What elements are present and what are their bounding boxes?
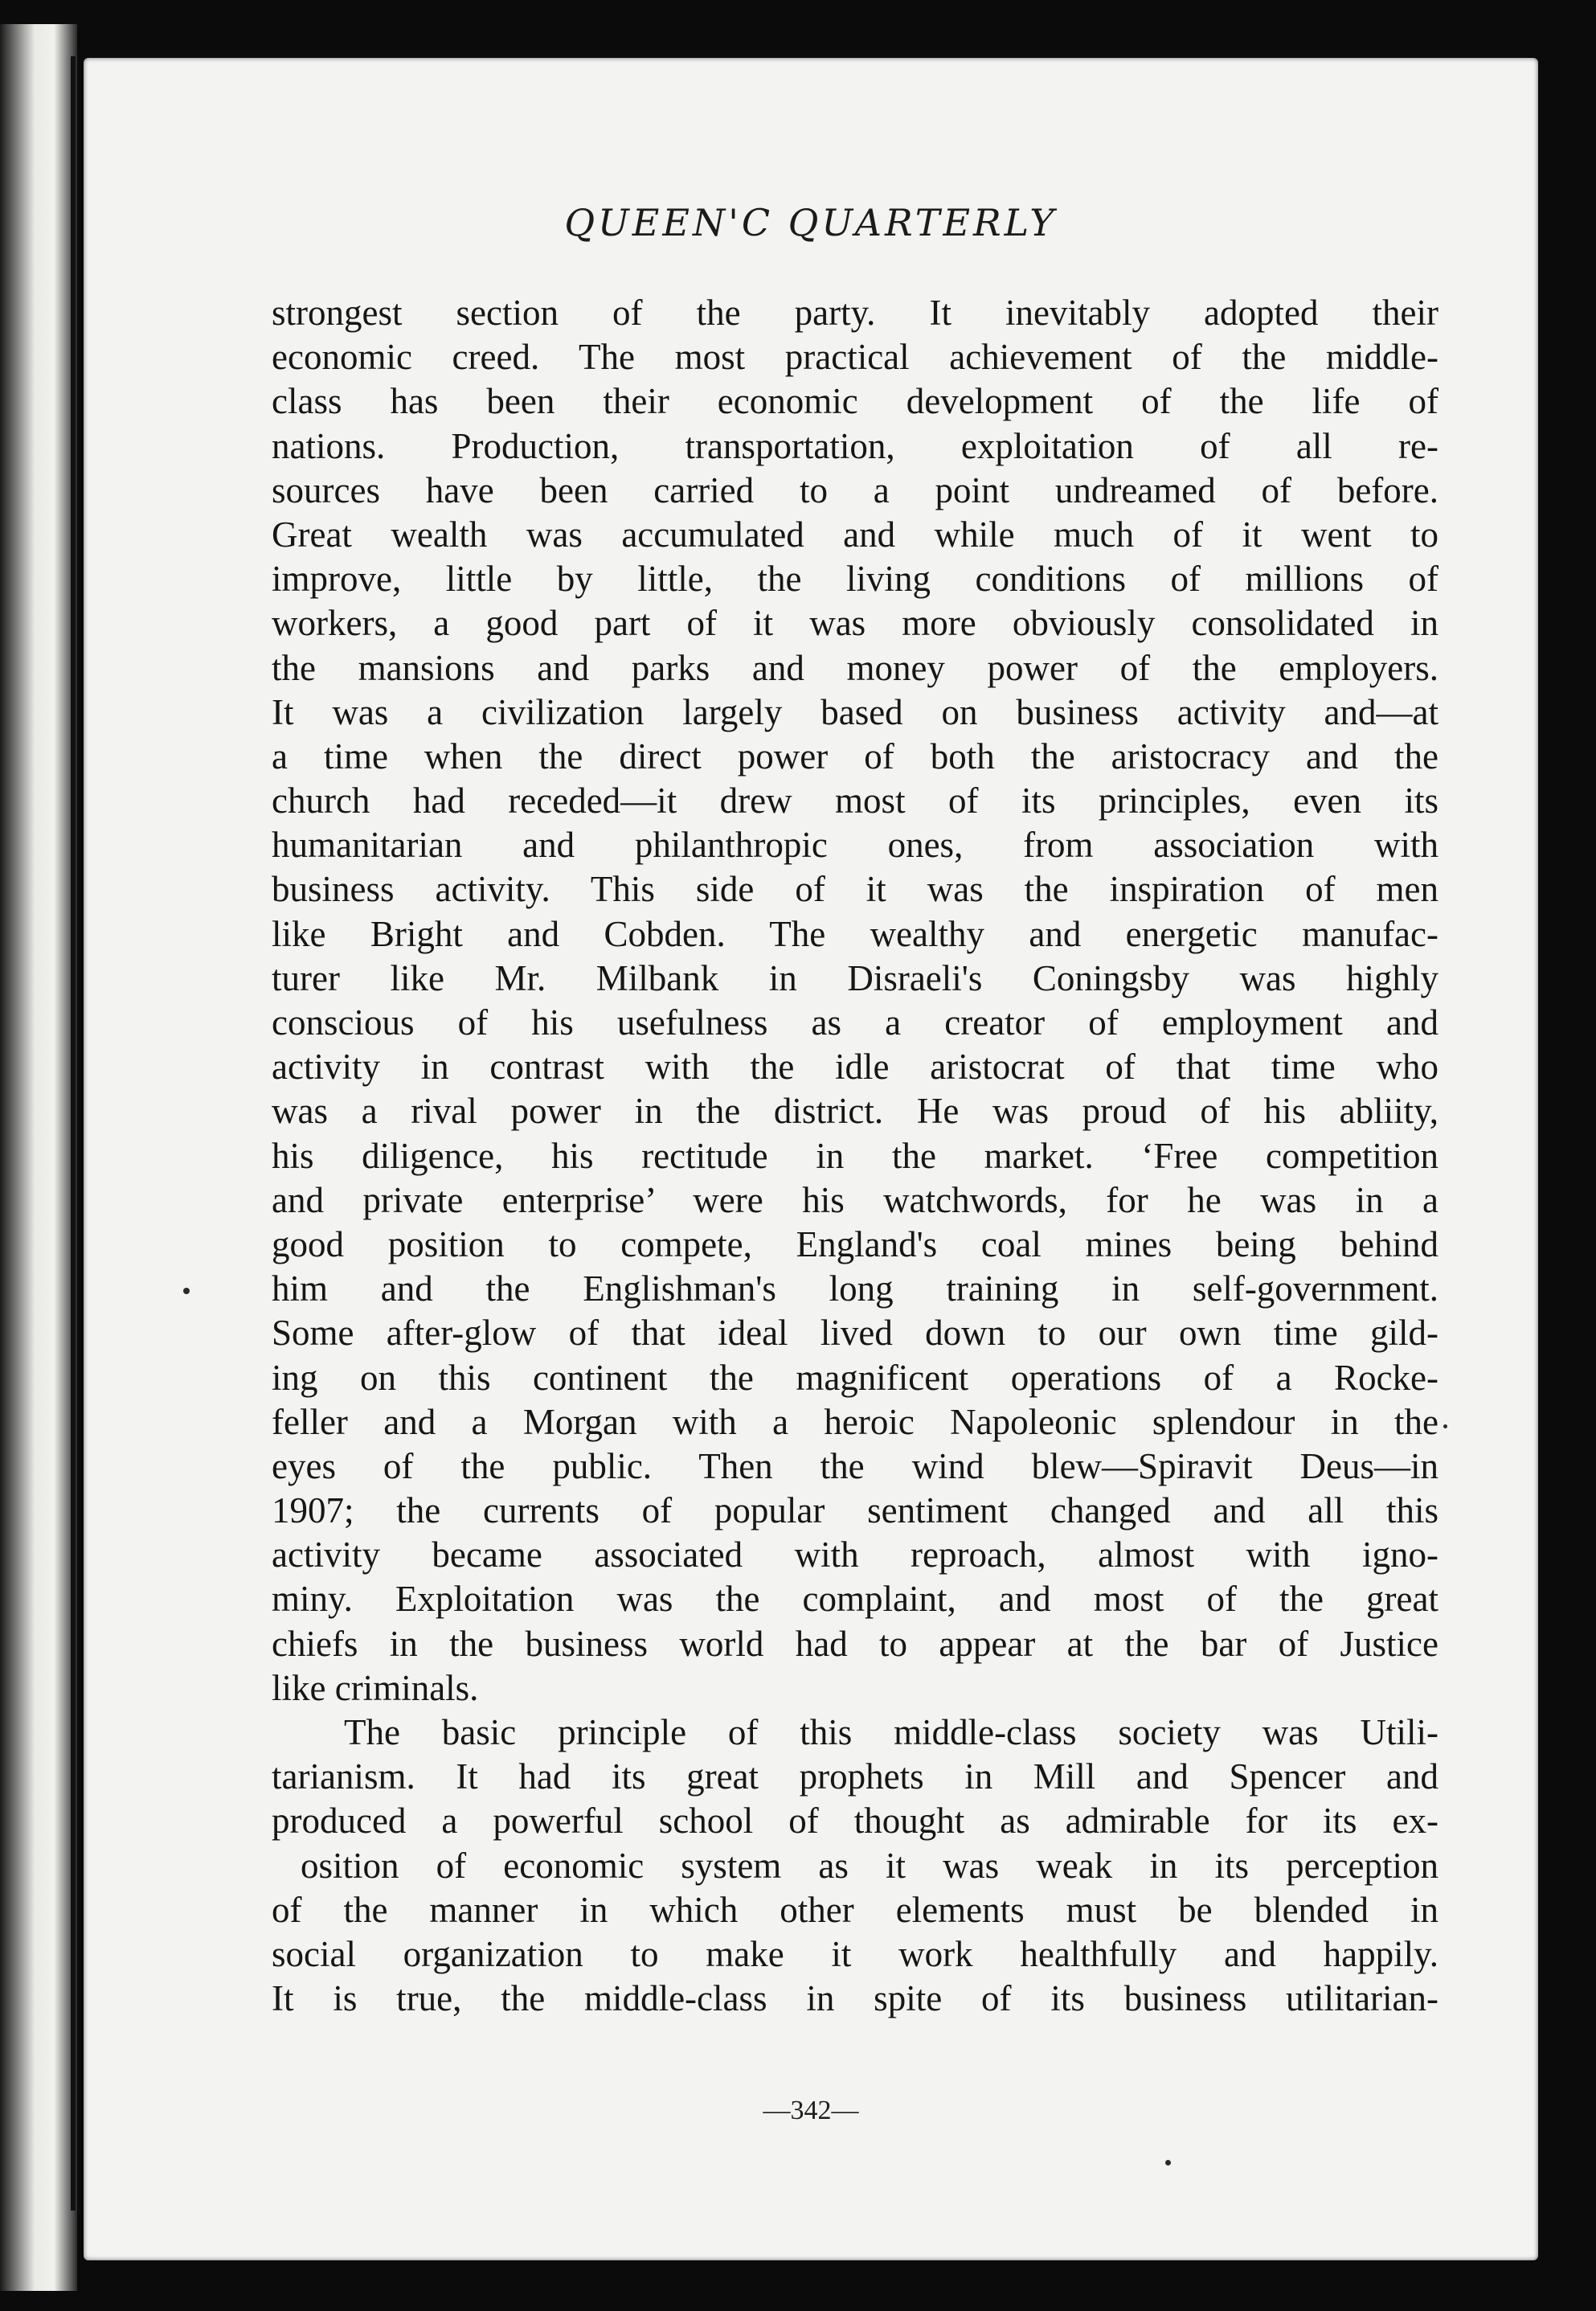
dust-speck	[183, 1288, 190, 1294]
text-line: workers, a good part of it was more obviously consolidated in	[272, 603, 1438, 644]
text-line: nations. Production, transportation, exploitation of all re-	[272, 425, 1438, 466]
dust-speck	[1165, 2160, 1171, 2166]
text-line: sources have been carried to a point undreamed of before.	[272, 469, 1438, 510]
text-line: osition of economic system as it was weak in its perception	[301, 1845, 1438, 1886]
text-line: his diligence, his rectitude in the market. ‘Free competition	[272, 1135, 1438, 1176]
binding-shadow	[71, 56, 76, 2211]
running-head: QUEEN'C QUARTERLY	[564, 201, 1058, 244]
text-line: chiefs in the business world had to appear at the bar of Justice	[272, 1623, 1438, 1664]
text-line: Some after-glow of that ideal lived down to our own time gild-	[272, 1313, 1438, 1354]
text-line: ing on this continent the magnificent operations of a Rocke-	[272, 1357, 1438, 1398]
text-line: tarianism. It had its great prophets in Mill and Spencer and	[272, 1756, 1438, 1797]
text-line: church had receded—it drew most of its principles, even its	[272, 781, 1438, 822]
text-line: feller and a Morgan with a heroic Napoleonic splendour in the	[272, 1401, 1438, 1442]
text-line: business activity. This side of it was the inspiration of men	[272, 869, 1438, 910]
text-line: activity became associated with reproach, almost with igno-	[272, 1535, 1438, 1575]
text-line: economic creed. The most practical achievement of the middle-	[272, 337, 1438, 378]
text-line: a time when the direct power of both the aristocracy and the	[272, 736, 1438, 776]
page-number: —342—	[763, 2096, 859, 2125]
dust-speck	[1443, 1424, 1447, 1428]
text-line: Great wealth was accumulated and while much of it went to	[272, 514, 1438, 555]
facing-page-edge	[0, 24, 77, 2291]
text-line: produced a powerful school of thought as admirable for its ex-	[272, 1801, 1438, 1842]
text-line: 1907; the currents of popular sentiment changed and all this	[272, 1490, 1438, 1531]
paragraph-start-line: The basic principle of this middle-class society was Utili-	[344, 1712, 1438, 1752]
text-line: humanitarian and philanthropic ones, from association with	[272, 825, 1438, 866]
body-text	[272, 291, 1438, 2021]
text-line: miny. Exploitation was the complaint, and most of the great	[272, 1579, 1438, 1620]
text-line: the mansions and parks and money power of the employers.	[272, 647, 1438, 688]
text-line: of the manner in which other elements must be blended in	[272, 1889, 1438, 1930]
text-line: class has been their economic development of the life of	[272, 381, 1438, 422]
text-line: eyes of the public. Then the wind blew—Spiravit Deus—in	[272, 1445, 1438, 1486]
text-line: strongest section of the party. It inevitably adopted their	[272, 293, 1438, 333]
text-line: It was a civilization largely based on business activity and—at	[272, 691, 1438, 732]
text-line: good position to compete, England's coal mines being behind	[272, 1223, 1438, 1264]
text-line: him and the Englishman's long training in self-government.	[272, 1268, 1438, 1309]
text-line: It is true, the middle-class in spite of its business utilitarian-	[272, 1978, 1438, 2019]
text-line: was a rival power in the district. He was proud of his abliity,	[272, 1091, 1438, 1132]
text-line: improve, little by little, the living conditions of millions of	[272, 559, 1438, 600]
text-line: conscious of his usefulness as a creator of employment and	[272, 1002, 1438, 1043]
text-line: and private enterprise’ were his watchwords, for he was in a	[272, 1179, 1438, 1220]
text-line: like Bright and Cobden. The wealthy and energetic manufac-	[272, 913, 1438, 954]
text-line: like criminals.	[272, 1667, 479, 1708]
book-page	[84, 58, 1538, 2260]
text-line: turer like Mr. Milbank in Disraeli's Coningsby was highly	[272, 957, 1438, 998]
text-line: activity in contrast with the idle aristocrat of that time who	[272, 1047, 1438, 1088]
text-line: social organization to make it work healthfully and happily.	[272, 1933, 1438, 1974]
